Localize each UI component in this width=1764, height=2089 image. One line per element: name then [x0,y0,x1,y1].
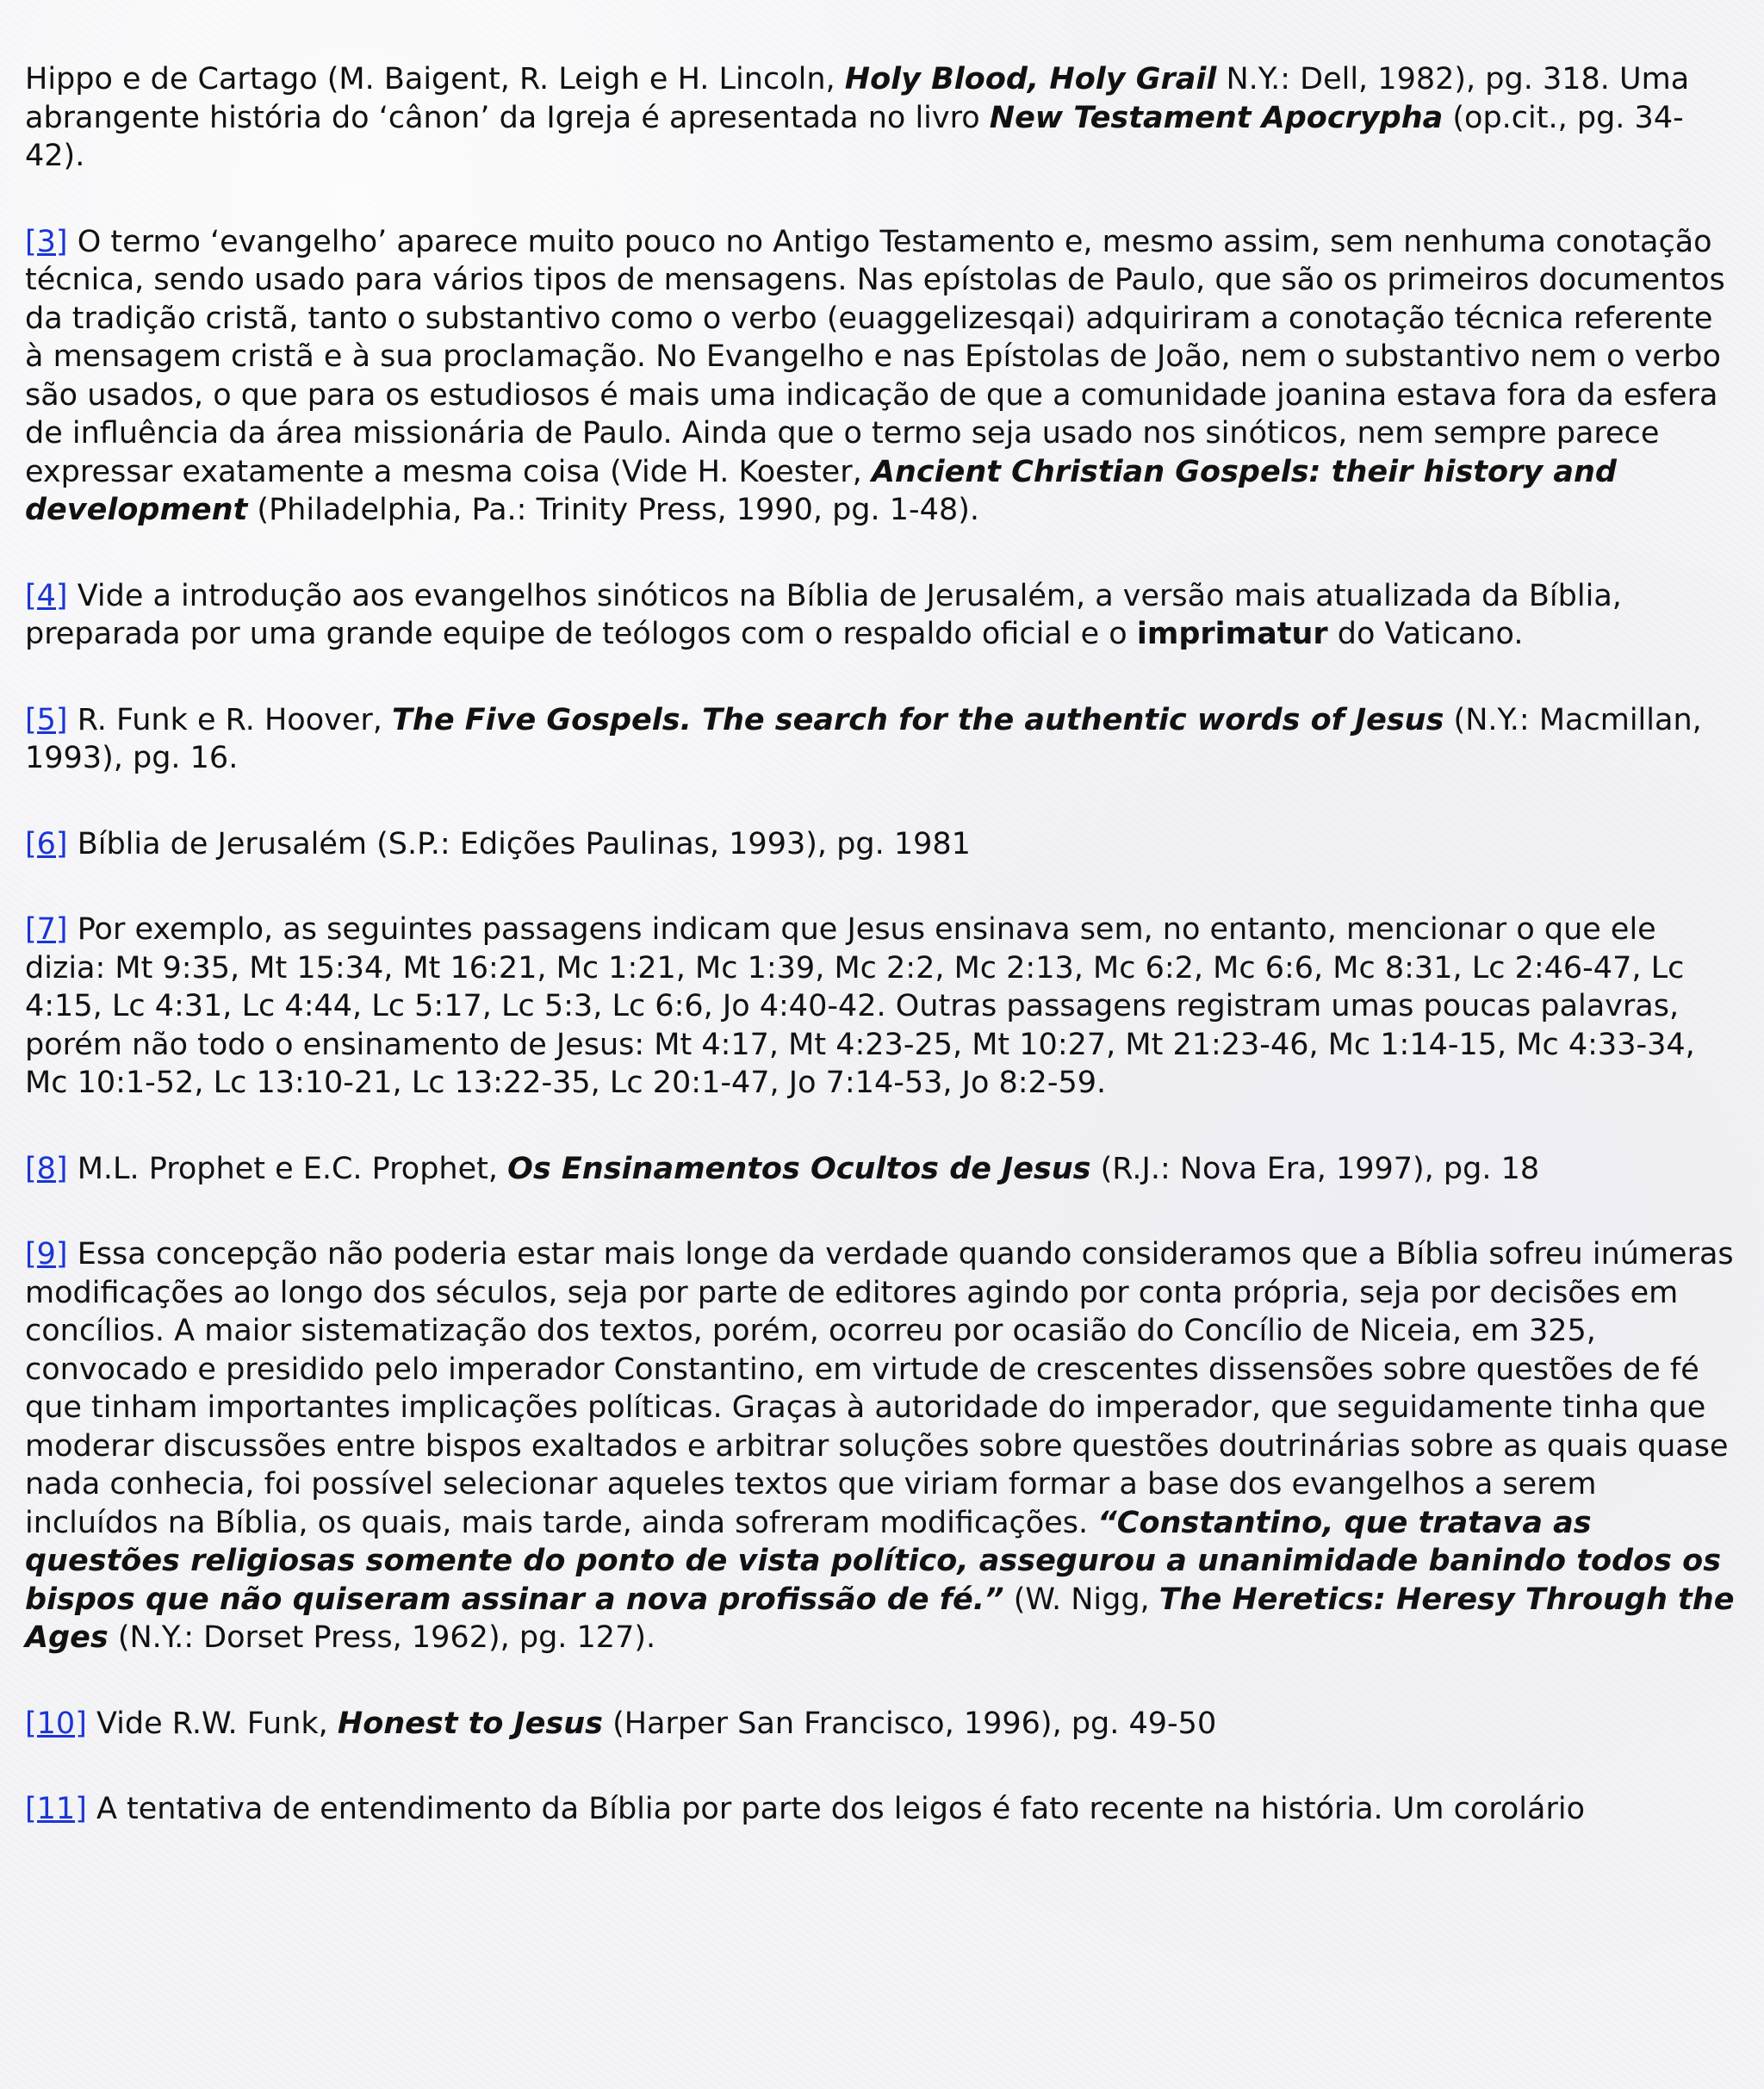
emphasized-text: imprimatur [1136,617,1328,651]
footnote-text: do Vaticano. [1327,617,1524,651]
footnote-6 [25,825,1739,864]
footnote-text: O termo ‘evangelho’ aparece muito pouco no Antigo Testamento e, mesmo assim, sem nenhuma conotação técnica, sendo usado para vários tipos de mensagens. Nas epístolas de Paulo, que são os primeiros documentos da tradição cristã, tanto o substantivo como o verbo (euaggelizesqai) adquiriram a conotação técnica referente à mensagem cristã e à sua proclamação. No Evangelho e nas Epístolas de João, nem o substantivo nem o verbo são usados, o que para os estudiosos é mais uma indicação de que a comunidade joanina estava fora da esfera de influência da área missionária de Paulo. Ainda que o termo seja usado nos sinóticos, nem sempre parece expressar exatamente a mesma coisa (Vide H. Koester, [25,224,1725,489]
footnote-text: (Harper San Francisco, 1996), pg. 49-50 [602,1706,1217,1741]
emphasized-text: Holy Blood, Holy Grail [844,62,1217,96]
footnote-3 [25,223,1739,530]
footnote-9 [25,1235,1739,1657]
footnote-text: M.L. Prophet e E.C. Prophet, [67,1151,508,1186]
footnote-text: Hippo e de Cartago (M. Baigent, R. Leigh e H. Lincoln, [25,62,845,96]
footnote-text: (R.J.: Nova Era, 1997), pg. 18 [1090,1151,1540,1186]
footnote-ref-link[interactable]: [11] [25,1792,87,1826]
footnote-continuation [25,60,1739,176]
emphasized-text: Honest to Jesus [337,1706,603,1741]
footnote-ref-link[interactable]: [4] [25,578,68,613]
footnote-text: (op.cit., pg. 34-42). [25,100,1684,173]
footnote-text: A tentativa de entendimento da Bíblia por parte dos leigos é fato recente na história. Um corolário [86,1792,1586,1826]
footnotes-page [25,60,1739,1876]
footnote-text: R. Funk e R. Hoover, [67,702,393,737]
footnote-4 [25,577,1739,654]
emphasized-text: The Five Gospels. The search for the authentic words of Jesus [392,702,1444,737]
footnote-text: Vide a introdução aos evangelhos sinóticos na Bíblia de Jerusalém, a versão mais atualizada da Bíblia, preparada por uma grande equipe de teólogos com o respaldo oficial e o [25,578,1622,651]
footnote-text: Essa concepção não poderia estar mais longe da verdade quando consideramos que a Bíblia sofreu inúmeras modificações ao longo dos séculos, seja por parte de editores agindo por conta própria, seja por decisões em concílios. A maior sistematização dos textos, porém, ocorreu por ocasião do Concílio de Niceia, em 325, convocado e presidido pelo imperador Constantino, em virtude de crescentes dissensões sobre questões de fé que tinham importantes implicações políticas. Graças à autoridade do imperador, que seguidamente tinha que moderar discussões entre bispos exaltados e arbitrar soluções sobre questões doutrinárias sobre as quais quase nada conhecia, foi possível selecionar aqueles textos que viriam formar a base dos evangelhos a serem incluídos na Bíblia, os quais, mais tarde, ainda sofreram modificações. [25,1237,1734,1540]
footnote-text: (N.Y.: Macmillan, 1993), pg. 16. [25,702,1702,775]
footnote-text: N.Y.: Dell, 1982), pg. 318. Uma abrangente história do ‘cânon’ da Igreja é apresentada no livro [25,62,1690,135]
footnote-ref-link[interactable]: [10] [25,1706,87,1741]
footnote-text: Vide R.W. Funk, [86,1706,338,1741]
emphasized-text: “Constantino, que tratava as questões religiosas somente do ponto de vista político, assegurou a unanimidade banindo todos os bispos que não quiseram assinar a nova profissão de fé.” [25,1505,1722,1617]
footnote-text: (N.Y.: Dorset Press, 1962), pg. 127). [108,1620,656,1655]
footnote-10 [25,1705,1739,1744]
emphasized-text: New Testament Apocrypha [989,100,1444,135]
footnote-text: (W. Nigg, [1003,1582,1159,1617]
footnote-text: Por exemplo, as seguintes passagens indicam que Jesus ensinava sem, no entanto, mencionar o que ele dizia: Mt 9:35, Mt 15:34, Mt 16:21, Mc 1:21, Mc 1:39, Mc 2:2, Mc 2:13, Mc 6:2, Mc 6:6, Mc 8:31, Lc 2:46-47, Lc 4:15, Lc 4:31, Lc 4:44, Lc 5:17, Lc 5:3, Lc 6:6, Jo 4:40-42. Outras passagens registram umas poucas palavras, porém não todo o ensinamento de Jesus: Mt 4:17, Mt 4:23-25, Mt 10:27, Mt 21:23-46, Mc 1:14-15, Mc 4:33-34, Mc 10:1-52, Lc 13:10-21, Lc 13:22-35, Lc 20:1-47, Jo 7:14-53, Jo 8:2-59. [25,912,1695,1100]
footnote-11 [25,1790,1739,1829]
footnote-ref-link[interactable]: [7] [25,912,68,947]
footnote-text: Bíblia de Jerusalém (S.P.: Edições Paulinas, 1993), pg. 1981 [67,826,971,861]
emphasized-text: Ancient Christian Gospels: their history and development [25,454,1617,527]
footnote-7 [25,911,1739,1103]
footnote-ref-link[interactable]: [6] [25,826,68,861]
emphasized-text: Os Ensinamentos Ocultos de Jesus [507,1151,1091,1186]
footnote-ref-link[interactable]: [5] [25,702,68,737]
footnote-ref-link[interactable]: [3] [25,224,68,259]
emphasized-text: The Heretics: Heresy Through the Ages [25,1582,1735,1655]
footnote-8 [25,1150,1739,1189]
footnote-5 [25,701,1739,778]
footnote-text: (Philadelphia, Pa.: Trinity Press, 1990, pg. 1-48). [247,493,979,527]
footnote-ref-link[interactable]: [9] [25,1237,68,1271]
footnote-ref-link[interactable]: [8] [25,1151,68,1186]
